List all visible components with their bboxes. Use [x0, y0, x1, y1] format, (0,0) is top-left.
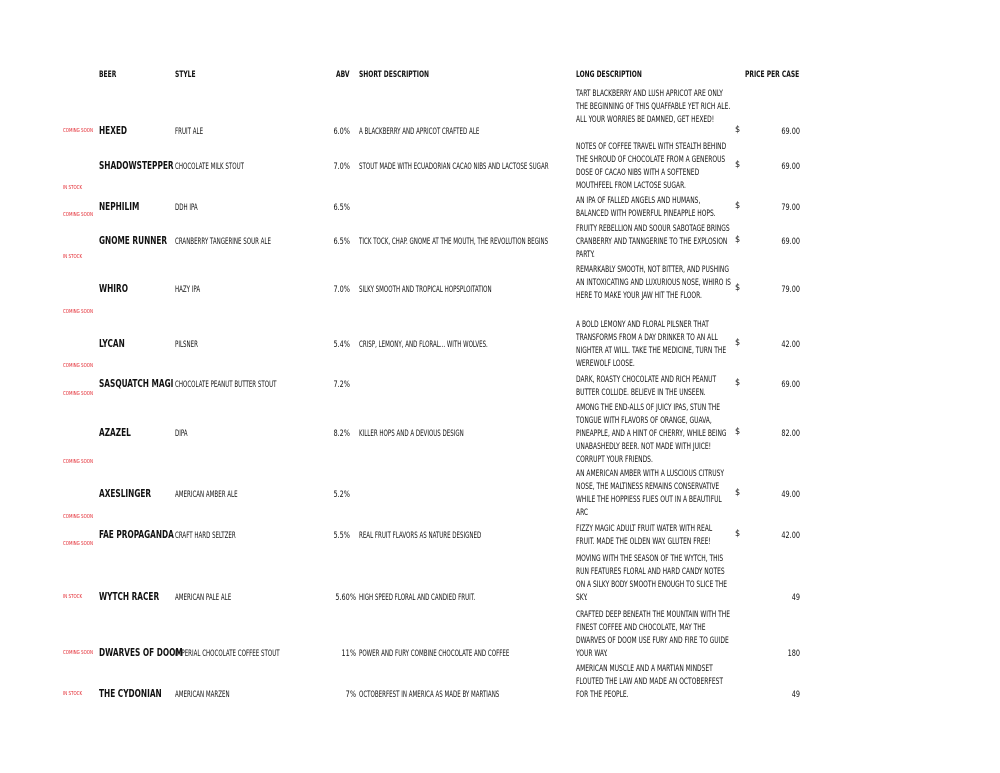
long-description: FIZZY MAGIC ADULT FRUIT WATER WITH REAL FRUIT. MADE THE OLDEN WAY. GLUTEN FREE!: [576, 524, 713, 547]
beer-abv: 5.60%: [335, 593, 356, 603]
currency-symbol: $: [735, 338, 741, 348]
beer-name: NEPHILIM: [99, 201, 140, 213]
beer-abv: 5.4%: [333, 340, 350, 350]
status-badge: COMING SOON: [63, 363, 93, 369]
currency-symbol: $: [735, 201, 741, 211]
beer-style: AMERICAN PALE ALE: [175, 593, 232, 603]
header-abv: ABV: [336, 70, 350, 80]
currency-symbol: $: [735, 529, 741, 539]
status-badge: COMING SOON: [63, 541, 93, 547]
currency-symbol: $: [735, 378, 741, 388]
status-badge: COMING SOON: [63, 391, 93, 397]
header-short-description: SHORT DESCRIPTION: [359, 70, 430, 80]
header-style: STYLE: [175, 70, 196, 80]
beer-style: FRUIT ALE: [175, 127, 204, 137]
short-description: A BLACKBERRY AND APRICOT CRAFTED ALE: [359, 127, 480, 137]
beer-abv: 7.0%: [333, 285, 350, 295]
price: 69.00: [781, 162, 800, 172]
short-description: STOUT MADE WITH ECUADORIAN CACAO NIBS AND LACTOSE SUGAR: [359, 162, 549, 172]
beer-abv: 11%: [341, 649, 356, 659]
price: 69.00: [781, 237, 800, 247]
beer-style: HAZY IPA: [175, 285, 201, 295]
short-description: CRISP, LEMONY, AND FLORAL... WITH WOLVES.: [359, 340, 488, 350]
short-description: KILLER HOPS AND A DEVIOUS DESIGN: [359, 429, 464, 439]
beer-style: AMERICAN AMBER ALE: [175, 490, 238, 500]
long-description: NOTES OF COFFEE TRAVEL WITH STEALTH BEHIND THE SHROUD OF CHOCOLATE FROM A GENEROUS DOSE OF CACAO NIBS WITH A SOFTENED MOUTHFEEL FROM LACTOSE SUGAR.: [576, 142, 727, 191]
price: 69.00: [781, 380, 800, 390]
status-badge: COMING SOON: [63, 309, 93, 315]
beer-style: CRAFT HARD SELTZER: [175, 531, 236, 541]
header-long-description: LONG DESCRIPTION: [576, 70, 642, 80]
price: 49: [791, 593, 800, 603]
currency-symbol: $: [735, 160, 741, 170]
status-badge: COMING SOON: [63, 514, 93, 520]
price: 69.00: [781, 127, 800, 137]
price: 49.00: [781, 490, 800, 500]
beer-abv: 7.0%: [333, 162, 350, 172]
beer-abv: 8.2%: [333, 429, 350, 439]
short-description: SILKY SMOOTH AND TROPICAL HOPSPLOITATION: [359, 285, 492, 295]
currency-symbol: $: [735, 283, 741, 293]
beer-name: WYTCH RACER: [99, 591, 160, 603]
beer-name: AXESLINGER: [99, 488, 152, 500]
beer-abv: 5.2%: [333, 490, 350, 500]
price: 82.00: [781, 429, 800, 439]
beer-name: SHADOWSTEPPER: [99, 160, 174, 172]
currency-symbol: $: [735, 488, 741, 498]
beer-name: WHIRO: [99, 283, 128, 295]
beer-style: IMPERIAL CHOCOLATE COFFEE STOUT: [175, 649, 280, 659]
beer-name: LYCAN: [99, 338, 125, 350]
short-description: HIGH SPEED FLORAL AND CANDIED FRUIT.: [359, 593, 476, 603]
beer-name: AZAZEL: [99, 427, 131, 439]
long-description: AN IPA OF FALLED ANGELS AND HUMANS, BALANCED WITH POWERFUL PINEAPPLE HOPS.: [576, 196, 716, 219]
beer-abv: 7.2%: [333, 380, 350, 390]
price: 42.00: [781, 340, 800, 350]
beer-style: DDH IPA: [175, 203, 198, 213]
short-description: TICK TOCK, CHAP. GNOME AT THE MOUTH, THE REVOLUTION BEGINS: [359, 237, 549, 247]
beer-style: AMERICAN MARZEN: [175, 690, 230, 700]
status-badge: IN STOCK: [63, 185, 83, 191]
beer-style: CRANBERRY TANGERINE SOUR ALE: [175, 237, 271, 247]
long-description: FRUITY REBELLION AND SOOUR SABOTAGE BRINGS CRANBERRY AND TANNGERINE TO THE EXPLOSION PARTY.: [576, 224, 730, 260]
currency-symbol: $: [735, 427, 741, 437]
status-badge: COMING SOON: [63, 128, 93, 134]
beer-name: GNOME RUNNER: [99, 235, 168, 247]
beer-abv: 6.5%: [333, 237, 350, 247]
beer-name: FAE PROPAGANDA: [99, 529, 174, 541]
long-description: AMERICAN MUSCLE AND A MARTIAN MINDSET FLOUTED THE LAW AND MADE AN OCTOBERFEST FOR THE PEOPLE.: [576, 664, 724, 700]
beer-abv: 5.5%: [333, 531, 350, 541]
short-description: OCTOBERFEST IN AMERICA AS MADE BY MARTIANS: [359, 690, 500, 700]
price: 49: [791, 690, 800, 700]
long-description: CRAFTED DEEP BENEATH THE MOUNTAIN WITH THE FINEST COFFEE AND CHOCOLATE, MAY THE DWARVES OF DOOM USE FURY AND FIRE TO GUIDE YOUR WAY.: [576, 610, 730, 659]
long-description: DARK, ROASTY CHOCOLATE AND RICH PEANUT BUTTER COLLIDE. BELIEVE IN THE UNSEEN.: [576, 375, 717, 398]
long-description: AN AMERICAN AMBER WITH A LUSCIOUS CITRUSY NOSE, THE MALTINESS REMAINS CONSERVATIVE WHILE THE HOPPIESS FLIES OUT IN A BEAUTIFUL ARC: [576, 469, 725, 518]
currency-symbol: $: [735, 235, 741, 245]
status-badge: IN STOCK: [63, 691, 83, 697]
header-price-per-case: PRICE PER CASE: [745, 70, 800, 80]
beer-abv: 6.0%: [333, 127, 350, 137]
long-description: AMONG THE END-ALLS OF JUICY IPAS, STUN THE TONGUE WITH FLAVORS OF ORANGE, GUAVA, PINEAPPLE, AND A HINT OF CHERRY, WHILE BEING UNABASHEDLY BEER. NOT MADE WITH JUICE! CORRUPT YOUR FRIENDS.: [576, 403, 727, 465]
beer-style: CHOCOLATE MILK STOUT: [175, 162, 244, 172]
short-description: POWER AND FURY COMBINE CHOCOLATE AND COFFEE: [359, 649, 510, 659]
price: 79.00: [781, 285, 800, 295]
long-description: REMARKABLY SMOOTH, NOT BITTER, AND PUSHING AN INTOXICATING AND LUXURIOUS NOSE, WHIRO IS HERE TO MAKE YOUR JAW HIT THE FLOOR.: [576, 265, 731, 301]
status-badge: IN STOCK: [63, 254, 83, 260]
long-description: A BOLD LEMONY AND FLORAL PILSNER THAT TRANSFORMS FROM A DAY DRINKER TO AN ALL NIGHTER AT WILL. TAKE THE MEDICINE, TURN THE WEREWOLF LOOSE.: [576, 320, 727, 369]
price: 42.00: [781, 531, 800, 541]
beer-abv: 6.5%: [333, 203, 350, 213]
status-badge: COMING SOON: [63, 459, 93, 465]
long-description: TART BLACKBERRY AND LUSH APRICOT ARE ONLY THE BEGINNING OF THIS QUAFFABLE YET RICH ALE. ALL YOUR WORRIES BE DAMNED, GET HEXED!: [576, 89, 731, 125]
currency-symbol: $: [735, 125, 741, 135]
status-badge: IN STOCK: [63, 594, 83, 600]
beer-name: HEXED: [99, 125, 128, 137]
beer-name: SASQUATCH MAGI: [99, 378, 174, 390]
header-beer: BEER: [99, 70, 117, 80]
beer-style: CHOCOLATE PEANUT BUTTER STOUT: [175, 380, 277, 390]
beer-abv: 7%: [345, 690, 356, 700]
beer-name: THE CYDONIAN: [99, 688, 162, 700]
beer-style: PILSNER: [175, 340, 198, 350]
price: 180: [787, 649, 800, 659]
short-description: REAL FRUIT FLAVORS AS NATURE DESIGNED: [359, 531, 482, 541]
price: 79.00: [781, 203, 800, 213]
long-description: MOVING WITH THE SEASON OF THE WYTCH, THIS RUN FEATURES FLORAL AND HARD CANDY NOTES ON A SILKY BODY SMOOTH ENOUGH TO SLICE THE SKY.: [576, 554, 728, 603]
beer-name: DWARVES OF DOOM: [99, 647, 183, 659]
status-badge: COMING SOON: [63, 212, 93, 218]
beer-style: DIPA: [175, 429, 188, 439]
status-badge: COMING SOON: [63, 650, 93, 656]
